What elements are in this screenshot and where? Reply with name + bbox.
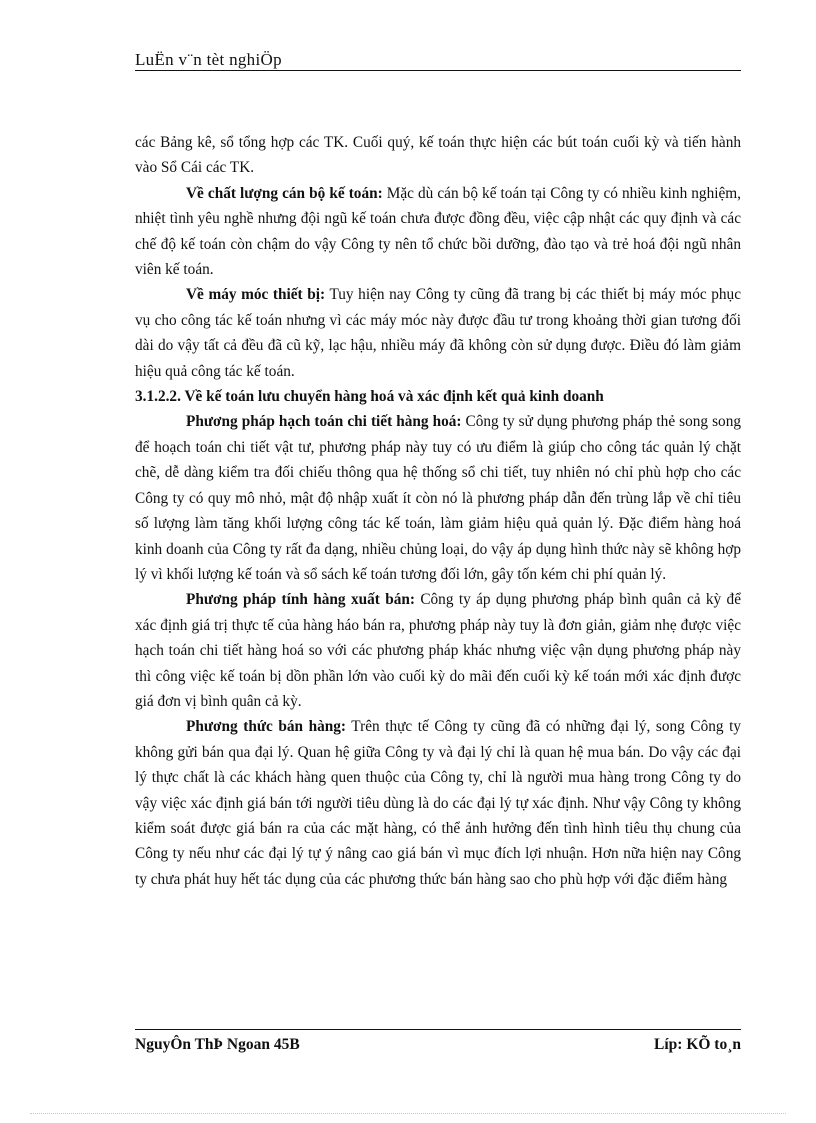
paragraph-staff-quality-text: Mặc dù cán bộ kế toán tại Công ty có nhiều kinh nghiệm, nhiệt tình yêu nghề nhưng đội ngũ kế toán chưa được đồng đều, việc cập nhật các quy định và các chế độ kế toán còn chậm do vậy Công ty nên tổ chức bồi dưỡng, đào tạo và trẻ hoá đội ngũ nhân viên kế toán.	[135, 184, 741, 279]
footer-author: NguyÔn ThÞ Ngoan 45B	[135, 1036, 300, 1053]
paragraph-equipment	[135, 282, 741, 384]
paragraph-staff-quality	[135, 181, 741, 283]
header-title: LuËn v¨n tèt nghiÖp	[135, 50, 282, 69]
paragraph-sales-pricing	[135, 587, 741, 714]
paragraph-detail-accounting-label: Phương pháp hạch toán chi tiết hàng hoá:	[186, 413, 462, 431]
page-bottom-border	[30, 1113, 786, 1114]
paragraph-staff-quality-label: Về chất lượng cán bộ kế toán:	[186, 184, 383, 202]
paragraph-detail-accounting-text: Công ty sử dụng phương pháp thẻ song song để hoạch toán chi tiết vật tư, phương pháp này tuy có ưu điểm là giúp cho công tác quản lý chặt chẽ, dễ dàng kiểm tra đối chiếu thông qua hệ thống sổ chi tiết, tuy nhiên nó chỉ phù hợp cho các Công ty có quy mô nhỏ, mật độ nhập xuất ít còn nó là phương pháp dẫn đến trùng lắp về chỉ tiêu số lượng làm tăng khối lượng công tác kế toán, làm giảm hiệu quả quản lý. Đặc điểm hàng hoá kinh doanh của Công ty rất đa dạng, nhiều chủng loại, do vậy áp dụng hình thức này sẽ không hợp lý vì khối lượng kế toán và sổ sách kế toán tương đối lớn, gây tốn kém chi phí quản lý.	[135, 413, 741, 583]
paragraph-equipment-text: Tuy hiện nay Công ty cũng đã trang bị các thiết bị máy móc phục vụ cho công tác kế toán nhưng vì các máy móc này được đầu tư trong khoảng thời gian tương đối dài do vậy tất cả đều đã cũ kỹ, lạc hậu, nhiều máy đã không còn sử dụng được. Điều đó làm giảm hiệu quả công tác kế toán.	[135, 286, 741, 380]
document-body	[135, 130, 741, 892]
paragraph-equipment-label: Về máy móc thiết bị:	[186, 286, 326, 304]
paragraph-detail-accounting	[135, 409, 741, 587]
paragraph-sales-method-label: Phương thức bán hàng:	[186, 718, 347, 736]
paragraph-sales-pricing-label: Phương pháp tính hàng xuất bán:	[186, 591, 415, 609]
paragraph-sales-method-text: Trên thực tế Công ty cũng đã có những đại lý, song Công ty không gửi bán qua đại lý. Quan hệ giữa Công ty và đại lý chỉ là quan hệ mua bán. Do vậy các đại lý thực chất là các khách hàng quen thuộc của Công ty, chỉ là người mua hàng trong Công ty do vậy việc xác định giá bán tới người tiêu dùng là do các đại lý tự xác định. Như vậy Công ty không kiểm soát được giá bán ra của các mặt hàng, có thể ảnh hưởng đến tình hình tiêu thụ chung của Công ty nếu như các đại lý tự ý nâng cao giá bán vì mục đích lợi nhuận. Hơn nữa hiện nay Công ty chưa phát huy hết tác dụng của các phương thức bán hàng sao cho phù hợp với đặc điểm hàng	[135, 718, 741, 888]
section-heading: 3.1.2.2. Về kế toán lưu chuyển hàng hoá và xác định kết quả kinh doanh	[135, 388, 604, 406]
footer-divider	[135, 1029, 741, 1030]
paragraph-sales-method	[135, 714, 741, 892]
footer-class: Líp: KÕ to¸n	[654, 1036, 741, 1053]
paragraph-1: các Bảng kê, sổ tổng hợp các TK. Cuối quý, kế toán thực hiện các bút toán cuối kỳ và tiến hành vào Sổ Cái các TK.	[135, 134, 741, 177]
page-header	[135, 50, 741, 71]
paragraph-sales-pricing-text: Công ty áp dụng phương pháp bình quân cả kỳ để xác định giá trị thực tế của hàng háo bán ra, phương pháp này tuy là đơn giản, giảm nhẹ được việc hạch toán chi tiết hàng hoá so với các phương pháp khác nhưng việc vận dụng phương pháp này thì công việc kế toán bị dồn phần lớn vào cuối kỳ do mãi đến cuối kỳ kế toán mới xác định được giá đơn vị bình quân cả kỳ.	[135, 591, 741, 710]
